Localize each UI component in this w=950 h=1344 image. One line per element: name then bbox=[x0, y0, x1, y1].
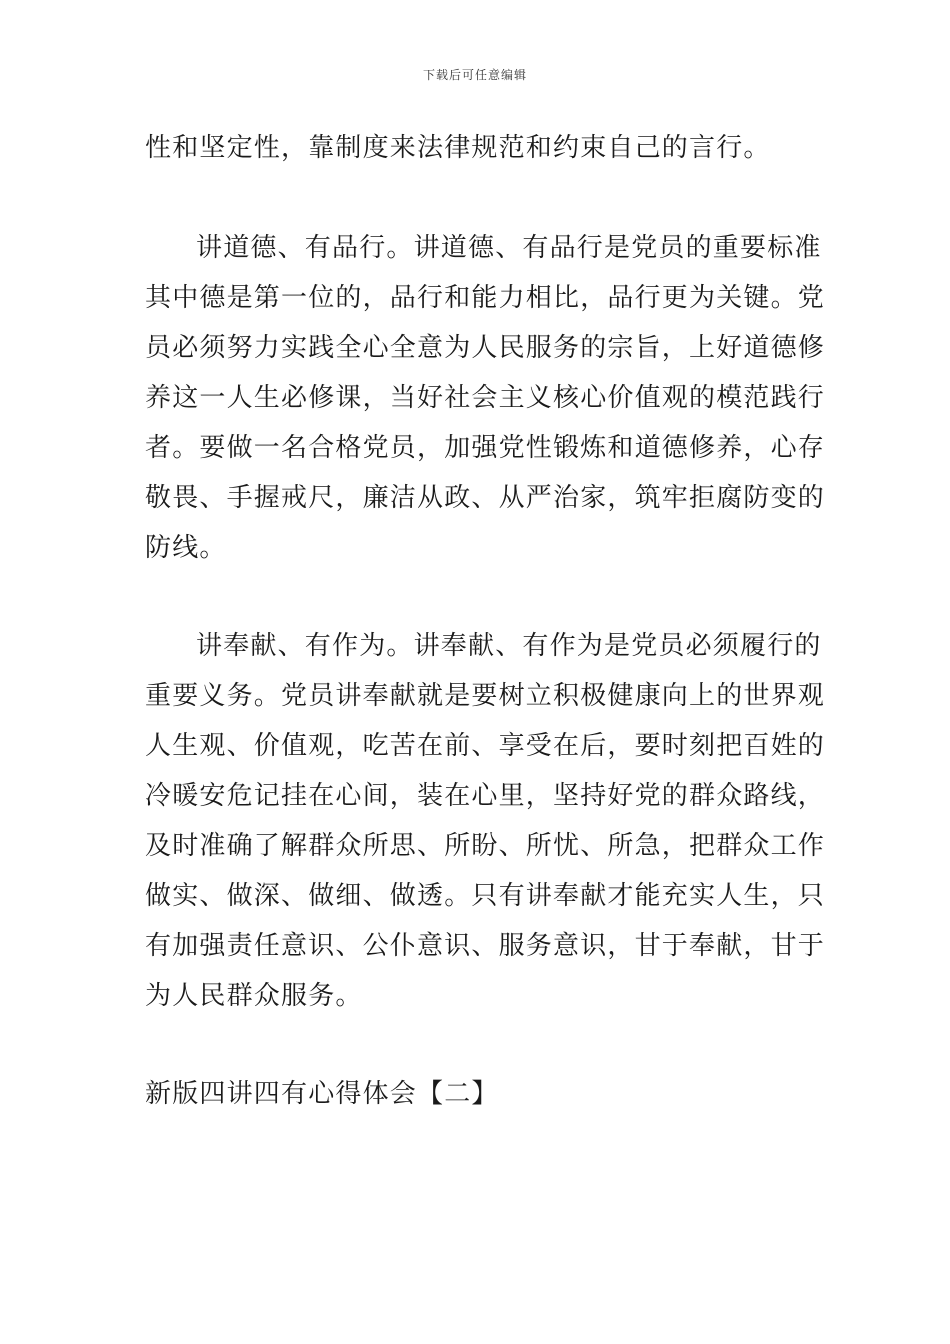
paragraph-morality-line: 讲道德、有品行。讲道德、有品行是党员的重要标准 bbox=[196, 233, 822, 263]
paragraph-dedication-line: 做实、做深、做细、做透。只有讲奉献才能充实人生，只 bbox=[145, 881, 826, 911]
paragraph-carry-line: 性和坚定性，靠制度来法律规范和约束自己的言行。 bbox=[145, 133, 771, 163]
paragraph-morality-line: 敬畏、手握戒尺，廉洁从政、从严治家，筑牢拒腐防变的 bbox=[145, 483, 826, 513]
header-note: 下载后可任意编辑 bbox=[422, 68, 527, 82]
paragraph-morality-line: 防线。 bbox=[145, 533, 227, 563]
paragraph-morality-line: 其中德是第一位的，品行和能力相比，品行更为关键。党 bbox=[145, 283, 826, 313]
paragraph-dedication-line: 讲奉献、有作为。讲奉献、有作为是党员必须履行的 bbox=[196, 631, 822, 661]
paragraph-dedication-line: 冷暖安危记挂在心间，装在心里，坚持好党的群众路线， bbox=[145, 781, 826, 811]
paragraph-morality-line: 员必须努力实践全心全意为人民服务的宗旨，上好道德修 bbox=[145, 333, 826, 363]
paragraph-morality-line: 者。要做一名合格党员，加强党性锻炼和道德修养，心存 bbox=[145, 433, 826, 463]
section-heading: 新版四讲四有心得体会【二】 bbox=[145, 1079, 499, 1109]
paragraph-dedication-line: 及时准确了解群众所思、所盼、所忧、所急，把群众工作 bbox=[145, 831, 826, 861]
paragraph-morality-line: 养这一人生必修课，当好社会主义核心价值观的模范践行 bbox=[145, 383, 826, 413]
paragraph-dedication-line: 为人民群众服务。 bbox=[145, 981, 363, 1011]
paragraph-dedication-line: 重要义务。党员讲奉献就是要树立积极健康向上的世界观 bbox=[145, 681, 826, 711]
paragraph-dedication-line: 有加强责任意识、公仆意识、服务意识，甘于奉献，甘于 bbox=[145, 931, 826, 961]
paragraph-dedication-line: 人生观、价值观，吃苦在前、享受在后，要时刻把百姓的 bbox=[145, 731, 826, 761]
